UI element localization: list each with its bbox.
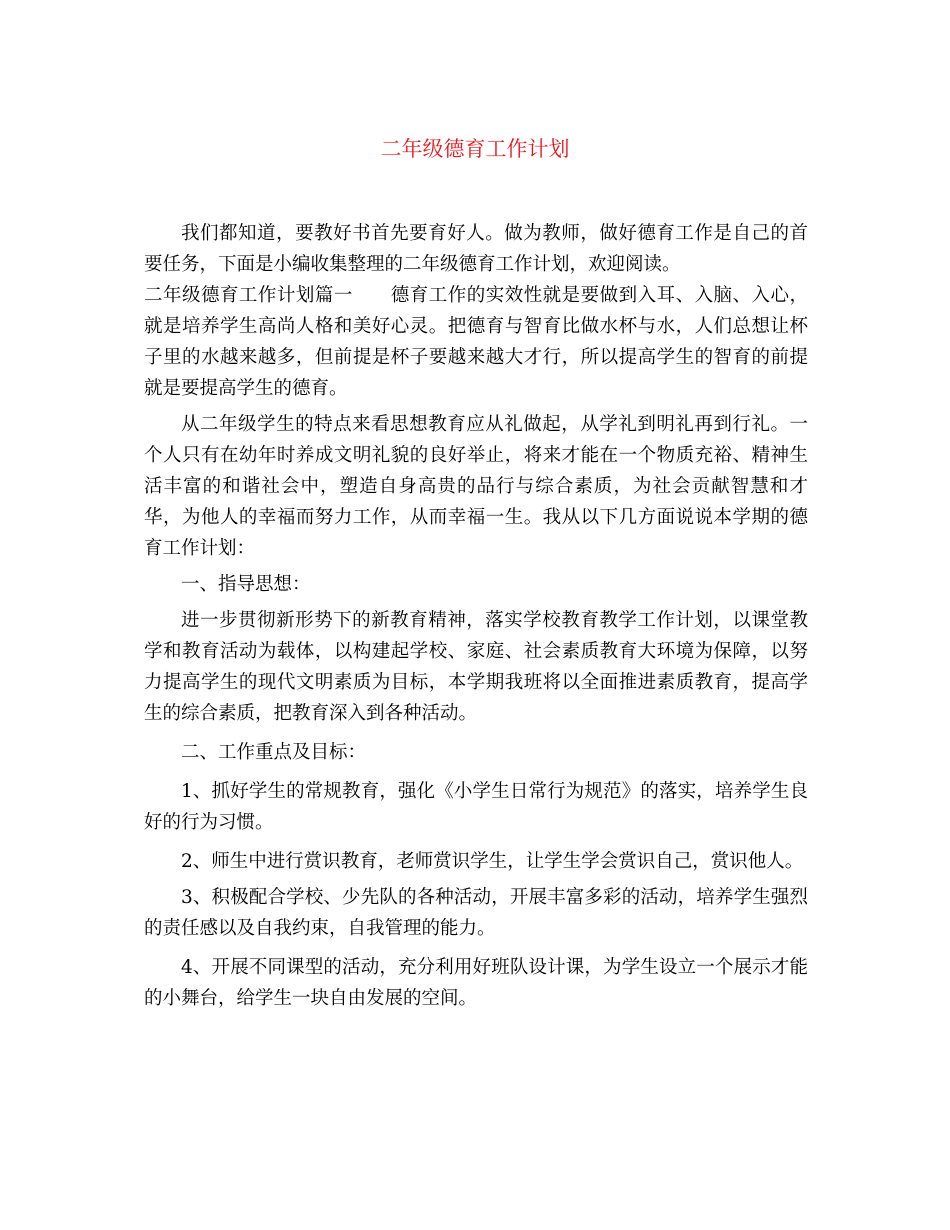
list-item-1: 1、抓好学生的常规教育，强化《小学生日常行为规范》的落实，培养学生良好的行为习惯。 <box>144 781 808 833</box>
paragraph-section-one: 二年级德育工作计划篇一 德育工作的实效性就是要做到入耳、入脑、入心，就是培养学生高尚人格和美好心灵。把德育与智育比做水杯与水，人们总想让杯子里的水越来越多，但前提是杯子要越来越大才行，所以提高学生的智育的前提就是要提高学生的德育。 <box>144 285 808 399</box>
heading-guiding-idea: 一、指导思想： <box>181 574 311 595</box>
list-item-3: 3、积极配合学校、少先队的各种活动，开展丰富多彩的活动，培养学生强烈的责任感以及自我约束，自我管理的能力。 <box>144 887 808 939</box>
paragraph-guiding-idea: 进一步贯彻新形势下的新教育精神，落实学校教育教学工作计划，以课堂教学和教育活动为载体，以构建起学校、家庭、社会素质教育大环境为保障，以努力提高学生的现代文明素质为目标，本学期我班将以全面推进素质教育，提高学生的综合素质，把教育深入到各种活动。 <box>144 610 808 724</box>
document-title: 二年级德育工作计划 <box>380 137 570 161</box>
heading-key-goals: 二、工作重点及目标： <box>181 742 367 763</box>
paragraph-etiquette: 从二年级学生的特点来看思想教育应从礼做起，从学礼到明礼再到行礼。一个人只有在幼年时养成文明礼貌的良好举止，将来才能在一个物质充裕、精神生活丰富的和谐社会中，塑造自身高贵的品行与综合素质，为社会贡献智慧和才华，为他人的幸福而努力工作，从而幸福一生。我从以下几方面说说本学期的德育工作计划： <box>144 414 808 559</box>
list-item-4: 4、开展不同课型的活动，充分利用好班队设计课，为学生设立一个展示才能的小舞台，给学生一块自由发展的空间。 <box>144 957 808 1009</box>
list-item-2: 2、师生中进行赏识教育，老师赏识学生，让学生学会赏识自己，赏识他人。 <box>181 851 804 872</box>
paragraph-intro: 我们都知道，要教好书首先要育好人。做为教师，做好德育工作是自己的首要任务，下面是小编收集整理的二年级德育工作计划，欢迎阅读。 <box>144 223 808 275</box>
document-body <box>144 218 808 1014</box>
